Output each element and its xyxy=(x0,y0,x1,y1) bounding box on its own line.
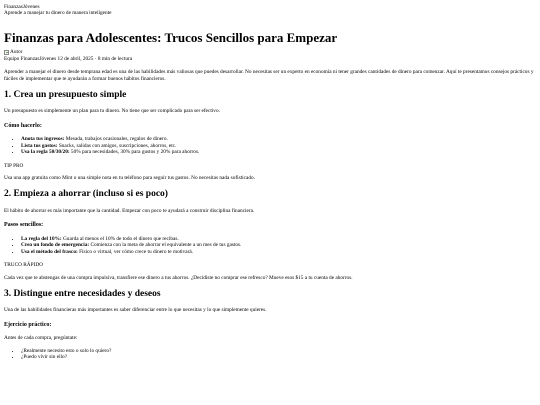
list-item-label: Lista tus gastos: xyxy=(21,142,58,149)
section-budget xyxy=(4,90,536,181)
list-item-text: 50% para necesidades, 30% para gustos y 20% para ahorros. xyxy=(69,149,200,156)
list-item-text: Comienza con la meta de ahorrar el equivalente a un mes de tus gastos. xyxy=(89,242,242,249)
list-item-text: Snacks, salidas con amigos, suscripciones, ahorros, etc. xyxy=(57,142,177,149)
site-tagline: Aprende a manejar tu dinero de manera inteligente xyxy=(4,10,112,17)
section-heading: 3. Distingue entre necesidades y deseos xyxy=(4,288,161,299)
section-subheading: Pasos sencillos: xyxy=(4,222,44,229)
list-item: • ¿Puedo vivir sin ello? xyxy=(21,354,536,360)
tip-label: TIP PRO xyxy=(4,162,24,169)
questions-list xyxy=(4,348,536,361)
tip-label: TRUCO RÁPIDO xyxy=(4,262,43,269)
tip-text: Cada vez que te abstengas de una compra impulsiva, transfiere ese dinero a tus ahorros. ¿Decidiste no comprar ese refresco? Mueve esos $15 a tu cuenta de ahorros. xyxy=(4,274,353,281)
section-savings xyxy=(4,189,536,280)
section-text: El hábito de ahorrar es más importante que la cantidad. Empezar con poco te ayudará a construir disciplina financiera. xyxy=(4,207,255,214)
site-name[interactable]: FinanzasJóvenes xyxy=(4,4,40,10)
list-item-label: Usa el método del frasco: xyxy=(21,248,78,255)
author-avatar-alt: Autor xyxy=(10,49,23,56)
broken-image-icon xyxy=(4,50,9,55)
section-heading: 1. Crea un presupuesto simple xyxy=(4,90,127,101)
article-meta: Equipo FinanzasJóvenes 12 de abril, 2025 · 8 min de lectura xyxy=(4,55,133,62)
list-item xyxy=(21,149,536,155)
list-item: • ¿Realmente necesito esto o solo lo quiero? xyxy=(21,348,536,354)
list-item-label: Crea un fondo de emergencia: xyxy=(21,242,90,249)
list-item-text: Físico o virtual, ver cómo crece tu dinero te motivará. xyxy=(77,248,194,255)
section-subheading: Cómo hacerlo: xyxy=(4,122,42,129)
section-needs-wants xyxy=(4,289,536,361)
tip-text: Usa una app gratuita como Mint o una simple nota en tu teléfono para seguir tus gastos. No necesitas nada sofisticado. xyxy=(4,175,255,182)
section-subheading: Ejercicio práctico: xyxy=(4,321,52,328)
section-text: Una de las habilidades financieras más importantes es saber diferenciar entre lo que necesitas y lo que simplemente quieres. xyxy=(4,307,267,314)
list-item-text: Mesada, trabajos ocasionales, regalos de dinero. xyxy=(64,136,168,143)
article-title: Finanzas para Adolescentes: Trucos Sencillos para Empezar xyxy=(4,29,338,45)
steps-list xyxy=(4,136,536,155)
list-item-label: Usa la regla 50/30/20: xyxy=(21,149,70,156)
list-item xyxy=(21,249,536,255)
section-heading: 2. Empieza a ahorrar (incluso si es poco) xyxy=(4,189,168,200)
list-item-text: Guarda al menos el 10% de todo el dinero que recibas. xyxy=(61,235,179,242)
list-item-label: La regla del 10%: xyxy=(21,235,62,242)
article-intro: Aprender a manejar el dinero desde temprana edad es una de las habilidades más valiosas que puedes desarrollar. No necesitas ser un experto en economía ni tener grandes cantidades de dinero para comenzar. Aquí te presentamos consejos prácticos y fáciles de implementar que te ayudarán a formar buenos hábitos financieros. xyxy=(4,69,534,82)
list-item-label: Anota tus ingresos: xyxy=(21,136,65,143)
section-text: Un presupuesto es simplemente un plan para tu dinero. No tiene que ser complicado para ser efectivo. xyxy=(4,108,220,115)
site-header xyxy=(4,4,536,17)
steps-list xyxy=(4,236,536,255)
exercise-lead: Antes de cada compra, pregúntate: xyxy=(4,335,78,342)
